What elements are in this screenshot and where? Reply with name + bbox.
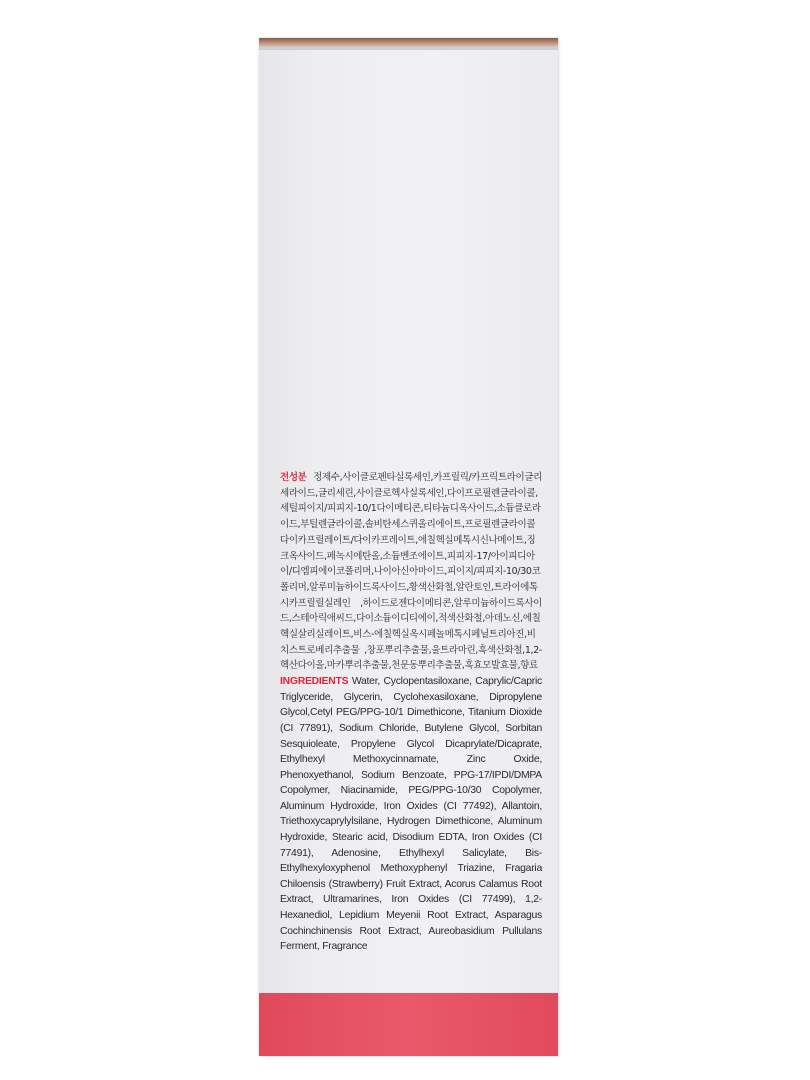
korean-ingredients-text: 정제수,사이클로펜타실록세인,카프릴릭/카프릭트라이글리세라이드,글리세린,사이클로헥사실록세인,다이프로필렌글라이콜,세틸피이지/피피지-10/1다이메티콘,티타늄디옥사이드,소듐클로라이드,부틸렌글라이콜,솔비탄세스퀴올리에이트,프로필렌글라이콜다이카프릴레이트/다이카프레이트,에칠헥실메톡시신나메이트,징크옥사이드,페녹시에탄올,소듐벤조에이트,피피지-17/아이피디아이/디엠피에이코폴리머,나이아신아마이드,피이지/피피지-10/30코폴리머,알루미늄하이드록사이드,황색산화철,알란토인,트라이에톡시카프릴릴실레인 ,하이드로젠다이메티콘,알루미늄하이드록사이드,스테아릭애씨드,다이소듐이디티에이,적색산화철,아데노신,에칠헥실살리실레이트,비스-에칠헥실옥시페놀메톡시페닐트리아진,비치스트로베리추출물 ,창포뿌리추출물,울트라마린,흑색산화철,1,2-헥산다이올,마카뿌리추출물,천문동뿌리추출물,흑효모발효물,향료 bbox=[280, 472, 542, 672]
korean-ingredients-heading: 전성분 bbox=[280, 472, 307, 483]
ingredients-label bbox=[280, 470, 542, 955]
english-ingredients-text: Water, Cyclopentasiloxane, Caprylic/Capric Triglyceride, Glycerin, Cyclohexasiloxane, Dipropylene Glycol,Cetyl PEG/PPG-10/1 Dimethicone, Titanium Dioxide (CI 77891), Sodium Chloride, Butylene Glycol, Sorbitan Sesquioleate, Propylene Glycol Dicaprylate/Dicaprate, Ethylhexyl Methoxycinnamate, Zinc Oxide, Phenoxyethanol, Sodium Benzoate, PPG-17/IPDI/DMPA Copolymer, Niacinamide, PEG/PPG-10/30 Copolymer, Aluminum Hydroxide, Iron Oxides (CI 77492), Allantoin, Triethoxycaprylylsilane, Hydrogen Dimethicone, Aluminum Hydroxide, Stearic acid, Disodium EDTA, Iron Oxides (CI 77491), Adenosine, Ethylhexyl Salicylate, Bis-Ethylhexyloxyphenol Methoxyphenyl Triazine, Fragaria Chiloensis (Strawberry) Fruit Extract, Acorus Calamus Root Extract, Ultramarines, Iron Oxides (CI 77499), 1,2-Hexanediol, Lepidium Meyenii Root Extract, Asparagus Cochinchinensis Root Extract, Aureobasidium Pullulans Ferment, Fragrance bbox=[280, 676, 542, 953]
box-top-fold bbox=[259, 48, 558, 50]
accent-band bbox=[259, 993, 558, 1056]
box-top-flap bbox=[259, 38, 558, 48]
english-ingredients-heading: INGREDIENTS bbox=[280, 676, 349, 688]
english-ingredients bbox=[280, 674, 542, 955]
korean-ingredients bbox=[280, 470, 542, 674]
